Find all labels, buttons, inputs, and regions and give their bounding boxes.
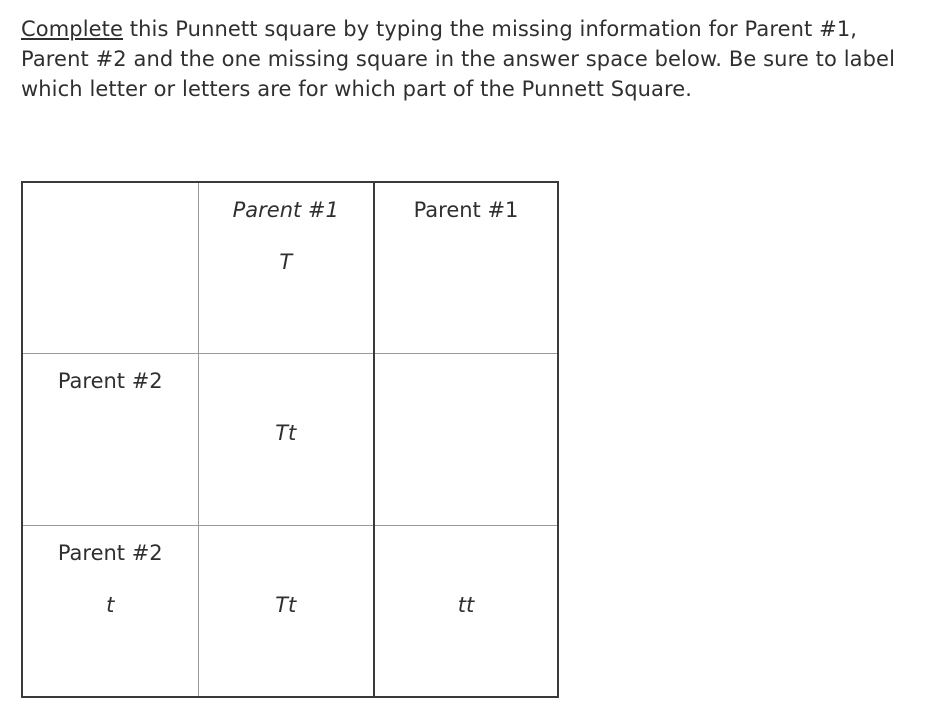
instructions-lead: Complete: [21, 17, 124, 41]
instructions-text: [21, 14, 926, 104]
offspring-cell-r1c1: [198, 353, 374, 525]
parent1-col1-label: Parent #1: [232, 198, 339, 222]
punnett-square: [21, 181, 559, 698]
parent1-col2-header: [374, 182, 558, 353]
offspring-genotype-r2c2: tt: [457, 592, 475, 617]
parent1-col2-label: Parent #1: [413, 198, 519, 222]
parent2-row1-header: [22, 353, 198, 525]
parent2-row1-allele: [23, 420, 198, 446]
parent2-row2-label: Parent #2: [57, 540, 163, 565]
parent2-row2-allele: t: [106, 592, 115, 617]
parent1-col2-allele: [375, 249, 557, 275]
corner-cell: [22, 182, 198, 353]
parent2-row1-label: Parent #2: [57, 368, 163, 393]
offspring-cell-r1c2: [374, 353, 558, 525]
instructions-body: this Punnett square by typing the missing information for Parent #1, Parent #2 and the one missing square in the answer space below. Be sure to label which letter or letters are for which part of the Punnett Square.: [21, 17, 896, 101]
offspring-genotype-r2c1: Tt: [275, 592, 297, 617]
offspring-cell-r2c1: [198, 525, 374, 697]
offspring-genotype-r1c2: [375, 420, 557, 446]
offspring-genotype-r1c1: Tt: [275, 420, 297, 445]
parent1-col1-allele: T: [279, 250, 293, 274]
parent1-col1-header: [198, 182, 374, 353]
offspring-cell-r2c2: [374, 525, 558, 697]
parent2-row2-header: [22, 525, 198, 697]
